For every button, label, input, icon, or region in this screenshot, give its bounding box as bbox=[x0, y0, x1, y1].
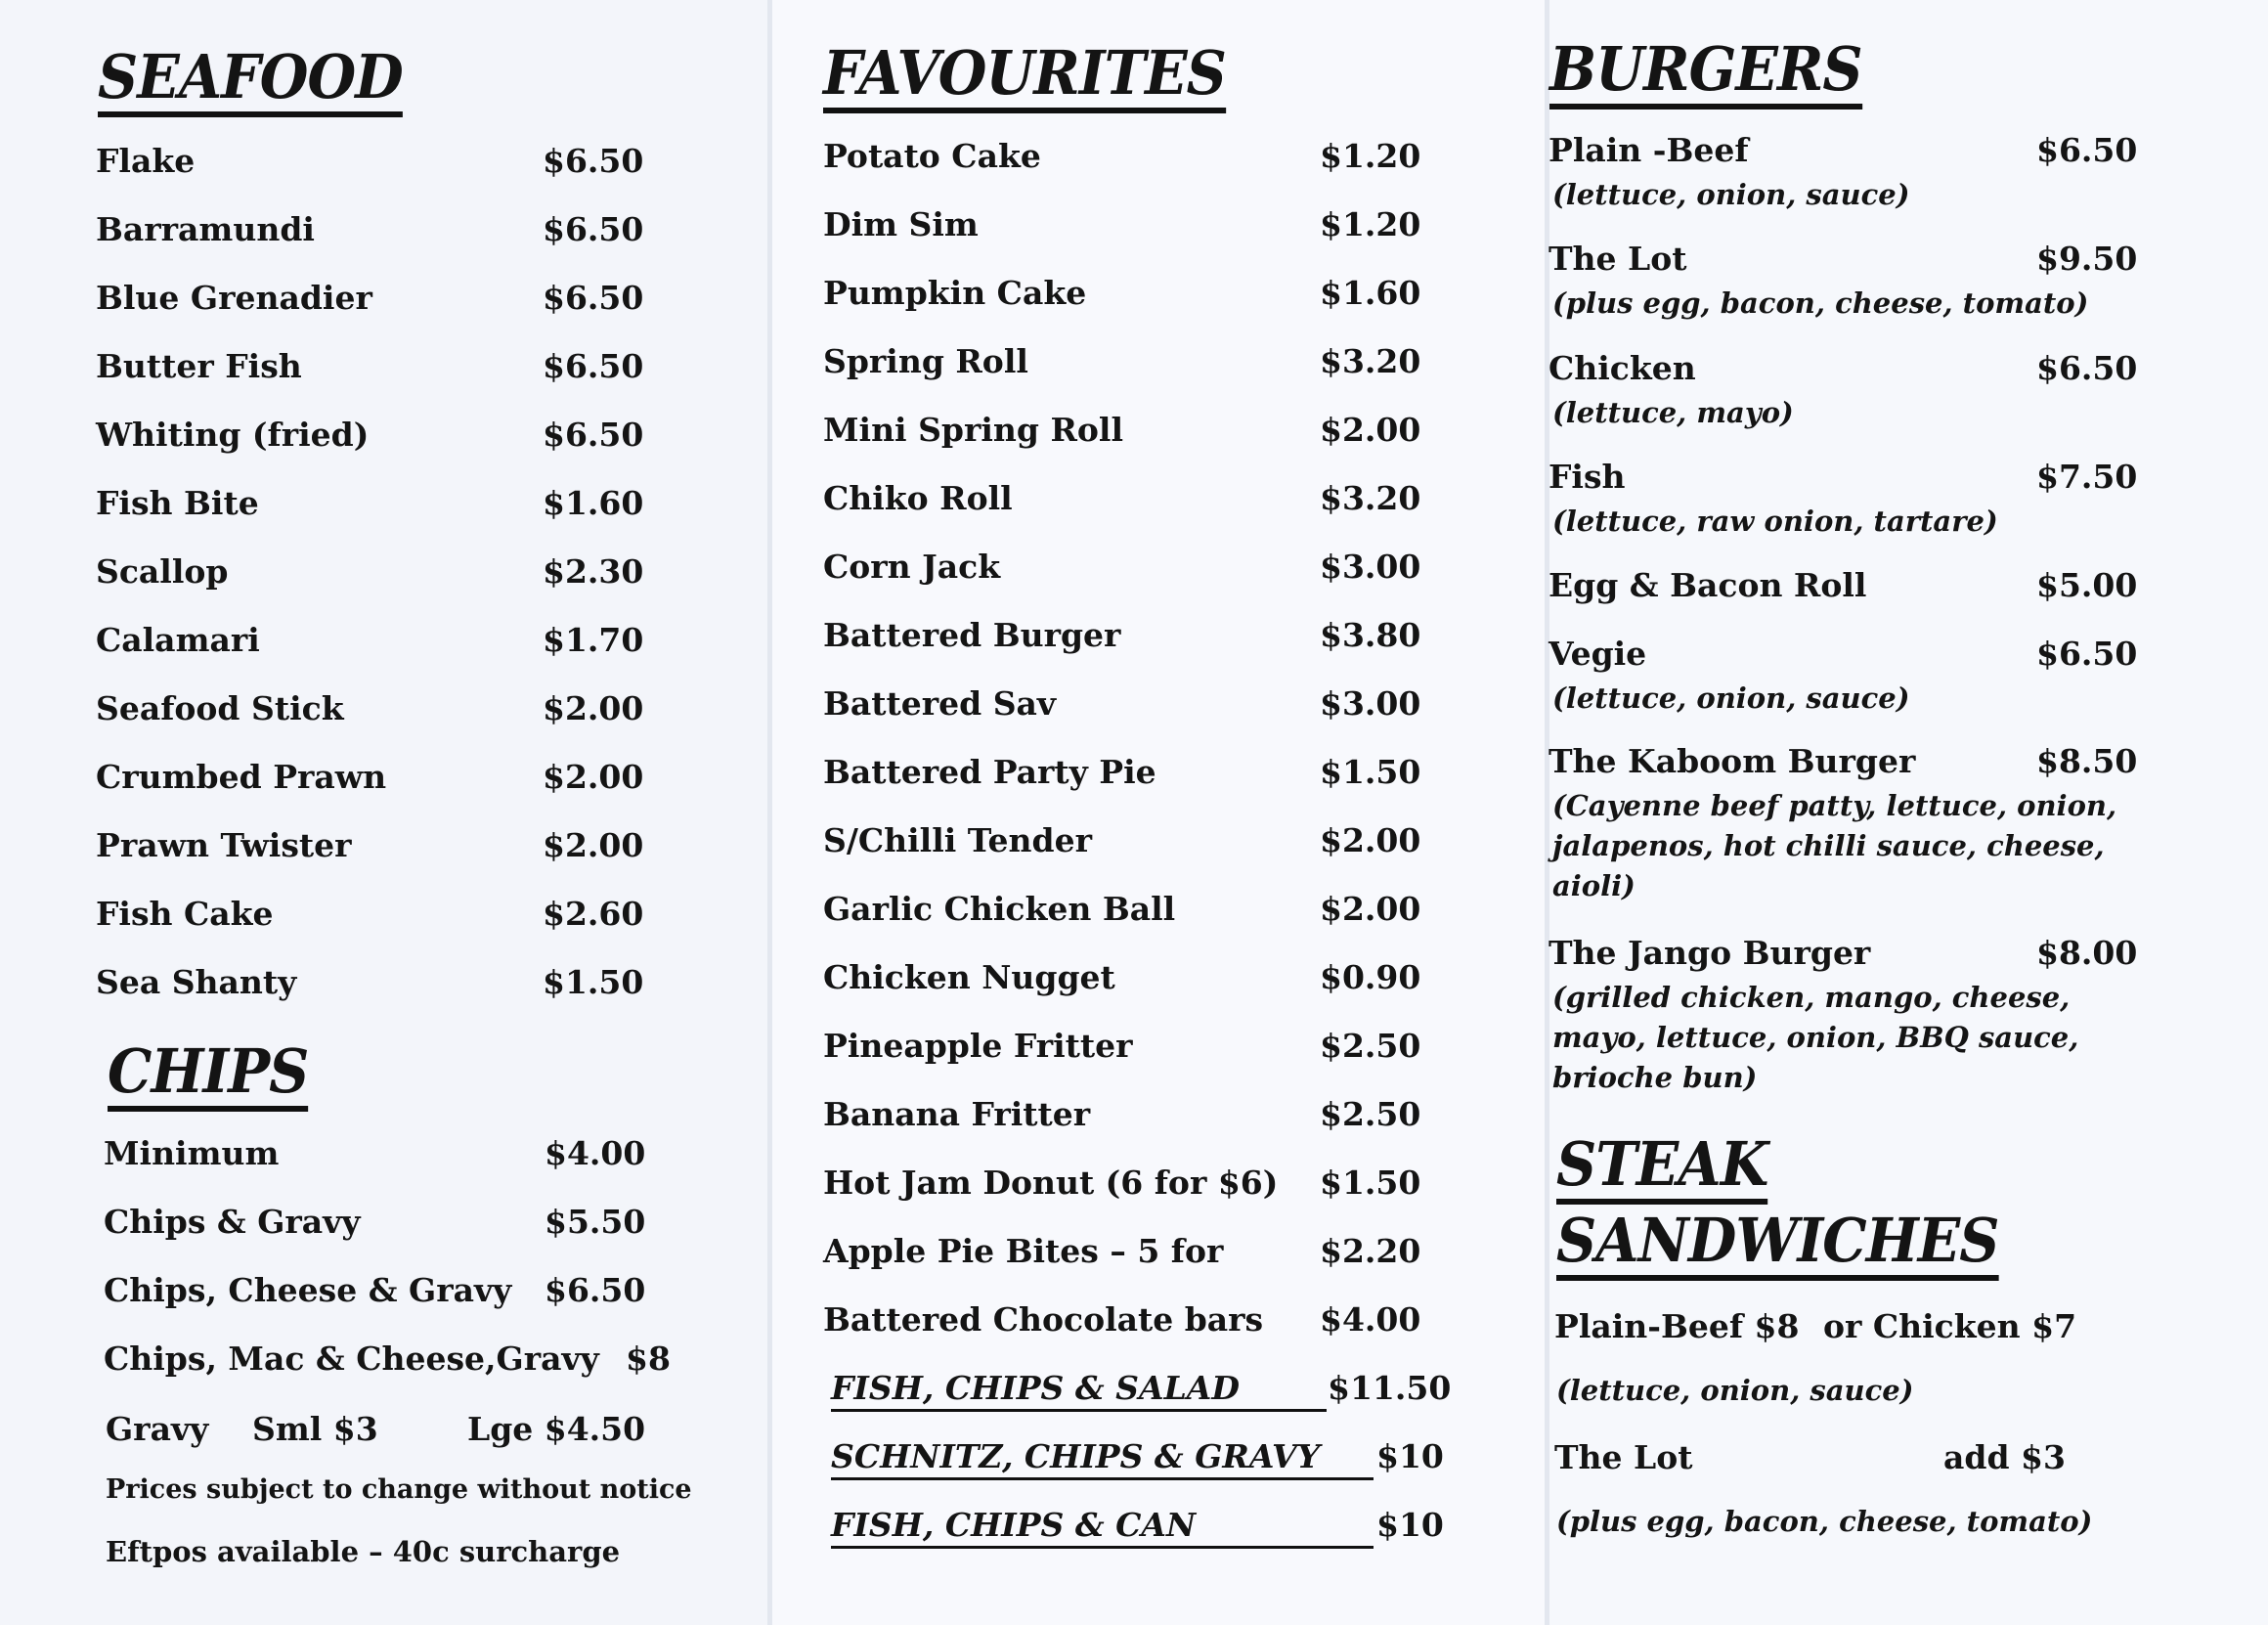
burger-name: The Lot bbox=[1548, 240, 1687, 278]
burger-price: $6.50 bbox=[2036, 349, 2138, 387]
menu-item-price: $1.70 bbox=[543, 621, 644, 659]
menu-item-name: Seafood Stick bbox=[96, 689, 344, 727]
steak-the-lot: The Lot bbox=[1554, 1438, 1693, 1476]
menu-item-name: Prawn Twister bbox=[96, 826, 352, 864]
combo-underline bbox=[831, 1546, 1374, 1549]
menu-item-name: Mini Spring Roll bbox=[823, 411, 1123, 449]
menu-item-price: $3.20 bbox=[1320, 479, 1421, 517]
menu-item-name: Corn Jack bbox=[823, 548, 1001, 586]
menu-item-name: Crumbed Prawn bbox=[96, 758, 387, 796]
burger-price: $9.50 bbox=[2036, 240, 2138, 278]
burger-description: (grilled chicken, mango, cheese, bbox=[1552, 981, 2071, 1014]
menu-item-name: Battered Sav bbox=[823, 684, 1057, 723]
price-notice: Prices subject to change without notice bbox=[106, 1474, 692, 1505]
menu-item-price: $3.00 bbox=[1320, 548, 1421, 586]
burger-name: Chicken bbox=[1548, 349, 1696, 387]
burger-description: mayo, lettuce, onion, BBQ sauce, bbox=[1552, 1021, 2079, 1054]
burger-description: jalapenos, hot chilli sauce, cheese, bbox=[1552, 829, 2105, 862]
combo-underline bbox=[831, 1477, 1374, 1480]
burger-price: $8.50 bbox=[2036, 742, 2138, 780]
burger-price: $6.50 bbox=[2036, 131, 2138, 169]
menu-item-price: $3.80 bbox=[1320, 616, 1421, 654]
menu-item-name: Apple Pie Bites – 5 for bbox=[823, 1232, 1224, 1270]
menu-item-name: Chips & Gravy bbox=[104, 1203, 361, 1241]
menu-item-price: $2.50 bbox=[1320, 1095, 1421, 1133]
menu-item-price: $8 bbox=[626, 1340, 671, 1378]
menu-item-price: $2.50 bbox=[1320, 1027, 1421, 1065]
menu-item-name: Chicken Nugget bbox=[823, 958, 1115, 996]
steak-the-lot-description: (plus egg, bacon, cheese, tomato) bbox=[1556, 1505, 2093, 1538]
menu-item-price: $1.50 bbox=[1320, 753, 1421, 791]
menu-item-price: $2.20 bbox=[1320, 1232, 1421, 1270]
menu-item-name: Sea Shanty bbox=[96, 963, 297, 1001]
gravy-large-price: Lge $4.50 bbox=[467, 1410, 646, 1448]
burger-name: Vegie bbox=[1548, 635, 1647, 673]
menu-item-price: $0.90 bbox=[1320, 958, 1421, 996]
combo-deal-price: $10 bbox=[1376, 1437, 1444, 1475]
menu-item-price: $2.30 bbox=[543, 552, 644, 591]
menu-item-name: S/Chilli Tender bbox=[823, 821, 1092, 859]
menu-item-name: Battered Burger bbox=[823, 616, 1121, 654]
menu-item-name: Barramundi bbox=[96, 210, 315, 248]
combo-deal-price: $10 bbox=[1376, 1506, 1444, 1544]
menu-item-price: $2.60 bbox=[543, 895, 644, 933]
menu-item-name: Chiko Roll bbox=[823, 479, 1013, 517]
gravy-label: Gravy bbox=[106, 1410, 209, 1448]
burger-price: $5.00 bbox=[2036, 566, 2138, 604]
menu-item-name: Banana Fritter bbox=[823, 1095, 1091, 1133]
menu-item-name: Pineapple Fritter bbox=[823, 1027, 1133, 1065]
menu-item-name: Chips, Mac & Cheese,Gravy bbox=[104, 1340, 599, 1378]
menu-item-name: Calamari bbox=[96, 621, 260, 659]
burger-description: (lettuce, onion, sauce) bbox=[1552, 178, 1910, 211]
chips-heading: CHIPS bbox=[108, 1041, 308, 1112]
menu-item-price: $6.50 bbox=[543, 347, 644, 385]
menu-item-price: $2.00 bbox=[543, 689, 644, 727]
menu-item-name: Battered Chocolate bars bbox=[823, 1300, 1264, 1339]
menu-item-price: $1.50 bbox=[1320, 1164, 1421, 1202]
menu-item-name: Chips, Cheese & Gravy bbox=[104, 1271, 512, 1309]
menu-item-price: $5.50 bbox=[545, 1203, 646, 1241]
burger-description: (lettuce, raw onion, tartare) bbox=[1552, 505, 1998, 538]
steak-the-lot-add-price: add $3 bbox=[1943, 1438, 2066, 1476]
menu-item-name: Spring Roll bbox=[823, 342, 1028, 380]
menu-item-price: $6.50 bbox=[543, 279, 644, 317]
combo-deal-price: $11.50 bbox=[1328, 1369, 1452, 1407]
menu-item-name: Flake bbox=[96, 142, 196, 180]
burger-name: Egg & Bacon Roll bbox=[1548, 566, 1867, 604]
burger-name: The Jango Burger bbox=[1548, 934, 1871, 972]
menu-item-name: Pumpkin Cake bbox=[823, 274, 1087, 312]
burger-description: aioli) bbox=[1552, 869, 1636, 902]
burger-description: (lettuce, onion, sauce) bbox=[1552, 681, 1910, 715]
menu-item-price: $6.50 bbox=[543, 210, 644, 248]
menu-item-name: Blue Grenadier bbox=[96, 279, 372, 317]
menu-item-name: Butter Fish bbox=[96, 347, 302, 385]
menu-item-price: $1.20 bbox=[1320, 137, 1421, 175]
burger-description: (Cayenne beef patty, lettuce, onion, bbox=[1552, 789, 2117, 822]
combo-deal-name: FISH, CHIPS & SALAD bbox=[831, 1369, 1241, 1407]
menu-item-name: Dim Sim bbox=[823, 205, 979, 243]
menu-item-price: $2.00 bbox=[543, 758, 644, 796]
steak-heading: STEAK bbox=[1556, 1134, 1767, 1205]
menu-item-name: Potato Cake bbox=[823, 137, 1041, 175]
burger-description: brioche bun) bbox=[1552, 1061, 1758, 1094]
menu-item-price: $2.00 bbox=[1320, 411, 1421, 449]
sandwiches-heading: SANDWICHES bbox=[1556, 1210, 1999, 1281]
combo-deal-name: FISH, CHIPS & CAN bbox=[831, 1506, 1197, 1544]
burgers-heading: BURGERS bbox=[1549, 39, 1862, 110]
menu-item-price: $2.00 bbox=[1320, 890, 1421, 928]
burger-price: $6.50 bbox=[2036, 635, 2138, 673]
menu-item-price: $6.50 bbox=[545, 1271, 646, 1309]
menu-item-price: $1.20 bbox=[1320, 205, 1421, 243]
seafood-heading: SEAFOOD bbox=[98, 47, 403, 117]
menu-item-price: $1.50 bbox=[543, 963, 644, 1001]
burger-description: (lettuce, mayo) bbox=[1552, 396, 1794, 429]
menu-item-price: $6.50 bbox=[543, 416, 644, 454]
menu-item-name: Fish Bite bbox=[96, 484, 259, 522]
menu-item-price: $6.50 bbox=[543, 142, 644, 180]
menu-item-name: Scallop bbox=[96, 552, 229, 591]
burger-price: $8.00 bbox=[2036, 934, 2138, 972]
burger-name: Fish bbox=[1548, 458, 1626, 496]
burger-price: $7.50 bbox=[2036, 458, 2138, 496]
menu-item-price: $2.00 bbox=[543, 826, 644, 864]
gravy-small-price: Sml $3 bbox=[252, 1410, 378, 1448]
favourites-heading: FAVOURITES bbox=[823, 43, 1226, 113]
menu-item-price: $4.00 bbox=[545, 1134, 646, 1172]
burger-name: The Kaboom Burger bbox=[1548, 742, 1916, 780]
menu-item-name: Fish Cake bbox=[96, 895, 274, 933]
steak-plain-beef: Plain-Beef $8 bbox=[1554, 1307, 1800, 1345]
menu-item-name: Garlic Chicken Ball bbox=[823, 890, 1176, 928]
eftpos-notice: Eftpos available – 40c surcharge bbox=[106, 1535, 621, 1568]
combo-underline bbox=[831, 1409, 1327, 1412]
menu-item-name: Battered Party Pie bbox=[823, 753, 1156, 791]
menu-item-name: Hot Jam Donut (6 for $6) bbox=[823, 1164, 1279, 1202]
combo-deal-name: SCHNITZ, CHIPS & GRAVY bbox=[831, 1437, 1321, 1475]
steak-plain-description: (lettuce, onion, sauce) bbox=[1556, 1374, 1914, 1407]
menu-item-name: Whiting (fried) bbox=[96, 416, 370, 454]
menu-item-price: $3.20 bbox=[1320, 342, 1421, 380]
menu-item-price: $1.60 bbox=[1320, 274, 1421, 312]
steak-or-chicken: or Chicken $7 bbox=[1823, 1307, 2077, 1345]
menu-item-price: $4.00 bbox=[1320, 1300, 1421, 1339]
burger-description: (plus egg, bacon, cheese, tomato) bbox=[1552, 286, 2089, 320]
menu-item-price: $2.00 bbox=[1320, 821, 1421, 859]
menu-item-name: Minimum bbox=[104, 1134, 280, 1172]
menu-item-price: $1.60 bbox=[543, 484, 644, 522]
menu-item-price: $3.00 bbox=[1320, 684, 1421, 723]
burger-name: Plain -Beef bbox=[1548, 131, 1749, 169]
